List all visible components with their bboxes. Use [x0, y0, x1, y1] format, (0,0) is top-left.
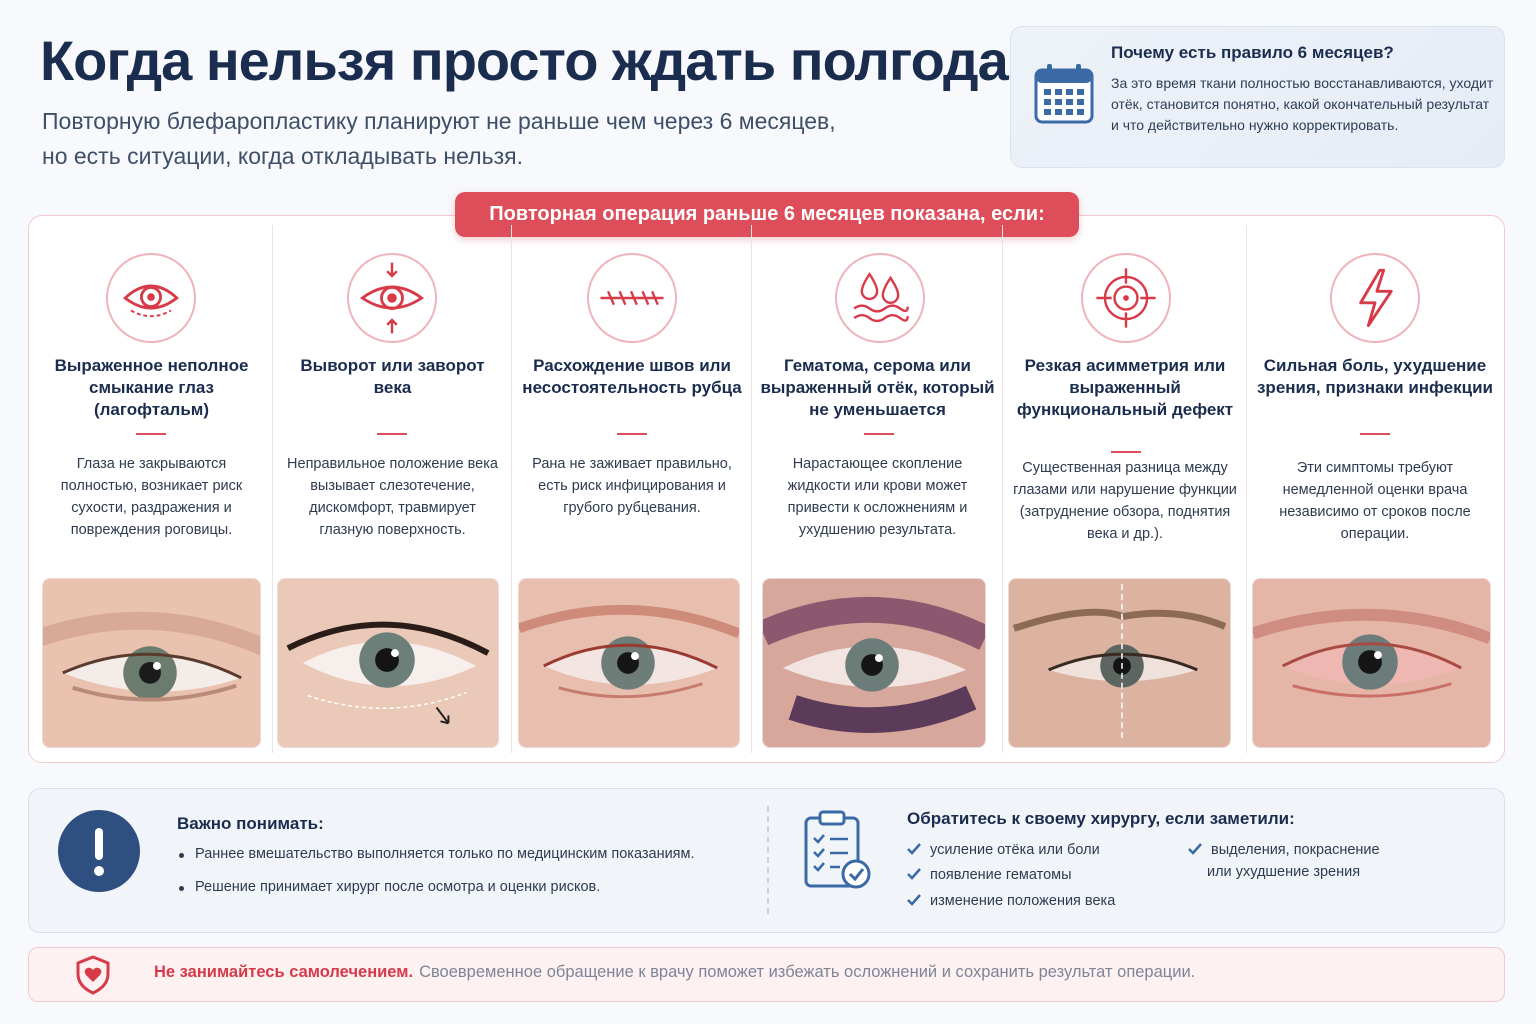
- indication-card: [752, 215, 1003, 763]
- eye-arrows-icon: [347, 253, 437, 343]
- eye-photo-wound-dehiscence: [518, 578, 740, 748]
- warning-text: [154, 963, 1195, 982]
- contact-title: Обратитесь к своему хирургу, если заметили:: [907, 809, 1295, 828]
- card-accent-line: [864, 433, 894, 435]
- lightning-icon: [1330, 253, 1420, 343]
- subtitle-line: но есть ситуации, когда откладывать нельзя.: [42, 143, 523, 169]
- indication-card: [1247, 215, 1503, 763]
- symptom-item-continued: [1183, 862, 1360, 882]
- card-text: Глаза не закрываются полностью, возникает риск сухости, раздражения и повреждения роговицы.: [60, 456, 243, 538]
- card-accent-line: [617, 433, 647, 435]
- card-title: Гематома, серома или выраженный отёк, который не уменьшается: [760, 356, 995, 419]
- card-text: Нарастающее скопление жидкости или крови может привести к осложнениям и ухудшению результата.: [787, 456, 968, 538]
- card-title: Выворот или заворот века: [300, 356, 485, 397]
- shield-heart-icon: [73, 954, 113, 996]
- eye-photo-ectropion: [277, 578, 499, 748]
- card-accent-line: [1111, 451, 1141, 453]
- eye-photo-hematoma: [762, 578, 986, 748]
- indication-card: [30, 215, 273, 763]
- important-title: Важно понимать:: [177, 814, 324, 833]
- card-text: Рана не заживает правильно, есть риск инфицирования и грубого рубцевания.: [532, 456, 732, 516]
- card-accent-line: [1360, 433, 1390, 435]
- check-icon: [906, 866, 922, 882]
- symptom-item: [906, 891, 1115, 911]
- eye-photo-lagophthalmos: [42, 578, 261, 748]
- card-title: Выраженное неполное смыкание глаз (лагофтальм): [54, 356, 249, 419]
- important-item: Раннее вмешательство выполняется только по медицинским показаниям.: [177, 846, 757, 862]
- symptom-label: или ухудшение зрения: [1207, 864, 1361, 880]
- drops-icon: [835, 253, 925, 343]
- symptom-item: [906, 840, 1100, 860]
- symptom-item: [906, 865, 1072, 885]
- eye-photo-asymmetry: [1008, 578, 1231, 748]
- symptom-item: [1187, 840, 1380, 860]
- important-item: Решение принимает хирург после осмотра и оценки рисков.: [177, 879, 757, 895]
- indication-card: [1003, 215, 1247, 763]
- card-text: Эти симптомы требуют немедленной оценки врача независимо от сроков после операции.: [1279, 460, 1471, 542]
- indication-card: [273, 215, 512, 763]
- card-accent-line: [377, 433, 407, 435]
- info-text: За это время ткани полностью восстанавливаются, уходит отёк, становится понятно, какой окончательный результат и что действительно нужно корректировать.: [1111, 75, 1494, 133]
- panel-separator: [767, 806, 769, 914]
- check-icon: [906, 841, 922, 857]
- target-icon: [1081, 253, 1171, 343]
- card-title: Сильная боль, ухудшение зрения, признаки инфекции: [1256, 356, 1494, 397]
- warning-message: Своевременное обращение к врачу поможет избежать осложнений и сохранить результат операции.: [419, 963, 1196, 981]
- eye-photo-infection: [1252, 578, 1491, 748]
- card-accent-line: [136, 433, 166, 435]
- calendar-icon: [1031, 61, 1097, 127]
- info-title: Почему есть правило 6 месяцев?: [1111, 43, 1394, 62]
- card-text: Существенная разница между глазами или нарушение функции (затруднение обзора, поднятия века и др.).: [1013, 460, 1237, 542]
- symptom-label: изменение положения века: [930, 893, 1116, 909]
- important-list: [177, 846, 757, 912]
- six-month-info-box: [1010, 26, 1505, 168]
- exclamation-icon: [58, 810, 140, 892]
- warning-bold: Не занимайтесь самолечением.: [154, 963, 414, 981]
- symptom-label: выделения, покраснение: [1211, 842, 1380, 858]
- check-icon: [1187, 841, 1203, 857]
- stitches-icon: [587, 253, 677, 343]
- symptom-label: усиление отёка или боли: [930, 842, 1100, 858]
- card-title: Резкая асимметрия или выраженный функциональный дефект: [1016, 356, 1234, 419]
- indications-banner: Повторная операция раньше 6 месяцев показана, если:: [455, 192, 1079, 237]
- page-title: Когда нельзя просто ждать полгода: [40, 29, 1008, 92]
- check-icon: [906, 892, 922, 908]
- card-text: Неправильное положение века вызывает слезотечение, дискомфорт, травмирует глазную поверхность.: [287, 456, 498, 538]
- subtitle-line: Повторную блефаропластику планируют не раньше чем через 6 месяцев,: [42, 108, 836, 134]
- indication-card: [512, 215, 752, 763]
- symptom-label: появление гематомы: [930, 867, 1072, 883]
- card-title: Расхождение швов или несостоятельность рубца: [522, 356, 742, 397]
- eye-icon: [106, 253, 196, 343]
- page-subtitle: [42, 104, 942, 174]
- clipboard-check-icon: [800, 808, 876, 892]
